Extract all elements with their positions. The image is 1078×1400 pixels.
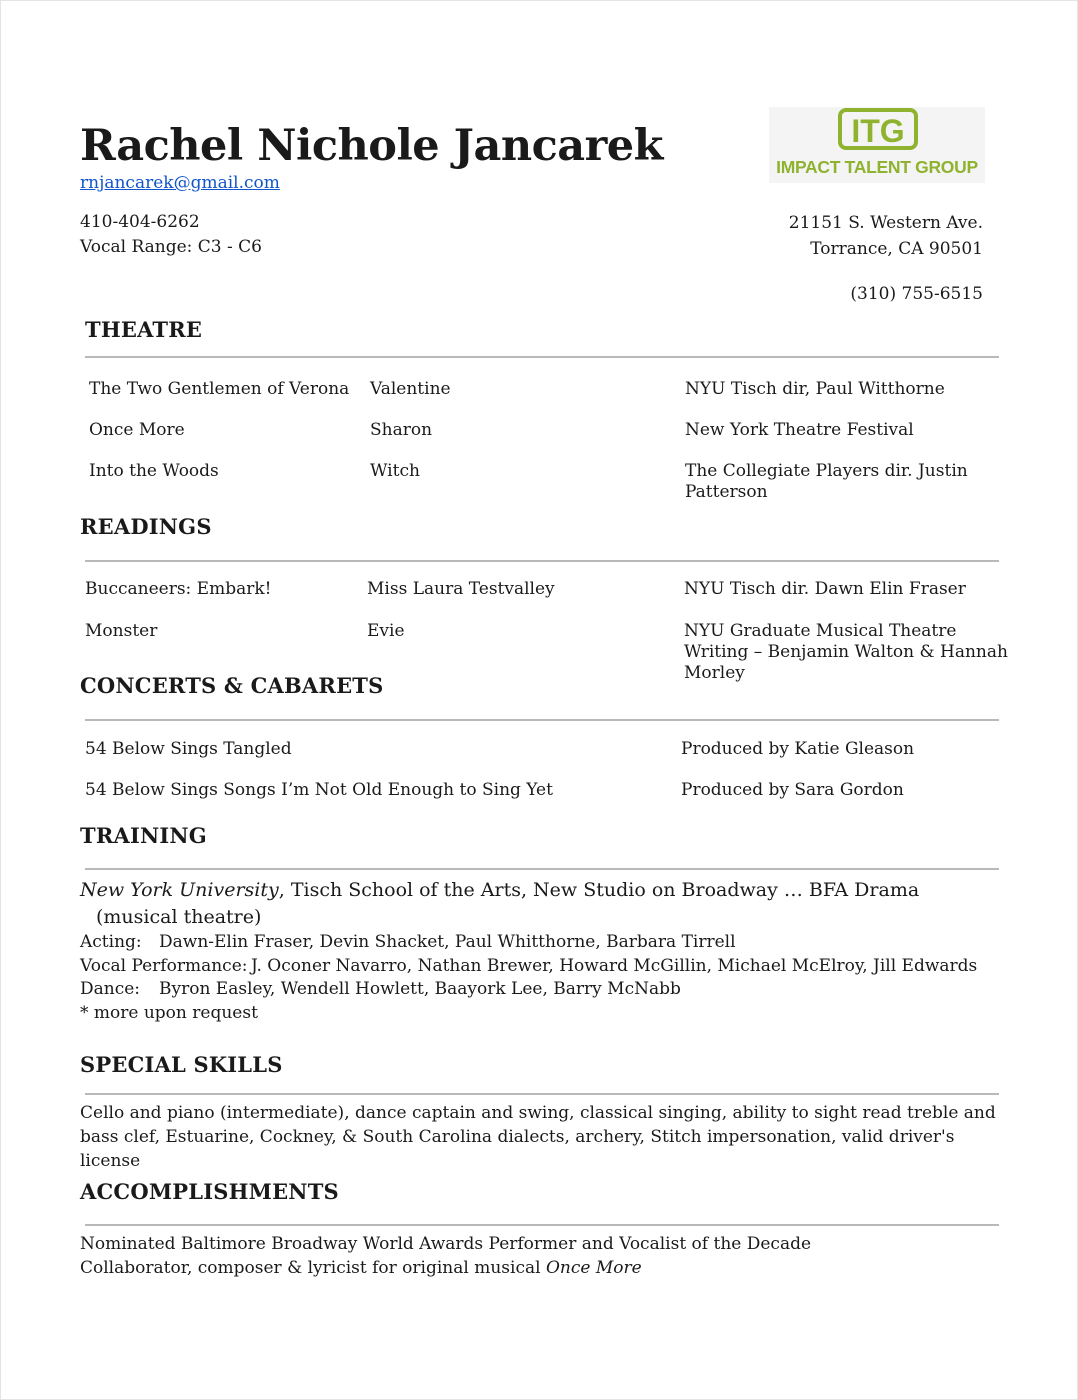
logo-agency-name: IMPACT TALENT GROUP (776, 157, 978, 177)
training-program-cont: (musical theatre) (96, 906, 262, 928)
email-link[interactable]: rnjancarek@gmail.com (80, 173, 280, 193)
school-name: New York University (80, 879, 279, 901)
reading-venue: NYU Graduate Musical Theatre Writing – Benjamin Walton & Hannah Morley (684, 621, 1008, 683)
reading-venue: NYU Tisch dir. Dawn Elin Fraser (684, 579, 966, 599)
theatre-venue: New York Theatre Festival (685, 420, 914, 440)
theatre-show: The Two Gentlemen of Verona (89, 379, 350, 399)
agency-logo (769, 107, 985, 183)
theatre-show: Once More (89, 420, 185, 440)
agency-address: 21151 S. Western Ave. Torrance, CA 90501 (788, 213, 983, 259)
training-block (80, 877, 1000, 1025)
skills-text: Cello and piano (intermediate), dance captain and swing, classical singing, ability to sight read treble and bass clef, Estuarine, Cockney, & South Carolina dialects, archery, Stitch impersonation, valid driver's license (80, 1103, 996, 1171)
accomplishment-item: Collaborator, composer & lyricist for original musical Once More (80, 1258, 642, 1278)
performer-name: Rachel Nichole Jancarek (80, 121, 663, 171)
theatre-role: Witch (370, 461, 420, 481)
reading-show: Monster (85, 621, 158, 641)
contact-block (80, 210, 262, 260)
training-vocal: Vocal Performance: J. Oconer Navarro, Nathan Brewer, Howard McGillin, Michael McElroy, Jill Edwards (80, 955, 978, 976)
theatre-venue: NYU Tisch dir, Paul Witthorne (685, 379, 945, 399)
section-title-readings: READINGS (80, 514, 212, 539)
training-dance: Dance: Byron Easley, Wendell Howlett, Baayork Lee, Barry McNabb (80, 979, 681, 999)
concert-show: 54 Below Sings Tangled (85, 739, 292, 759)
section-title-concerts: CONCERTS & CABARETS (80, 673, 384, 698)
divider (85, 560, 999, 562)
section-title-skills: SPECIAL SKILLS (80, 1052, 283, 1077)
training-note: * more upon request (80, 1002, 258, 1023)
section-title-accomplishments: ACCOMPLISHMENTS (80, 1179, 339, 1204)
theatre-role: Sharon (370, 420, 433, 440)
accomplishment-item: Nominated Baltimore Broadway World Awards Performer and Vocalist of the Decade (80, 1234, 812, 1254)
section-title-training: TRAINING (80, 823, 207, 848)
section-title-theatre: THEATRE (85, 317, 203, 342)
training-school-line: New York University, Tisch School of the Arts, New Studio on Broadway … BFA Drama (80, 879, 920, 901)
accomplishments-list (80, 1232, 998, 1280)
theatre-venue: The Collegiate Players dir. Justin Patterson (685, 461, 968, 502)
divider (85, 1093, 999, 1095)
reading-role: Evie (367, 621, 405, 641)
theatre-show: Into the Woods (89, 461, 219, 481)
logo-letters: ITG (851, 113, 905, 149)
theatre-role: Valentine (370, 379, 451, 399)
concert-producer: Produced by Katie Gleason (681, 739, 915, 759)
concert-producer: Produced by Sara Gordon (681, 780, 904, 800)
divider (85, 719, 999, 721)
phone-number: 410-404-6262 (80, 212, 200, 232)
agency-phone: (310) 755-6515 (850, 284, 983, 304)
divider (85, 356, 999, 358)
vocal-range: Vocal Range: C3 - C6 (80, 237, 262, 257)
concert-show: 54 Below Sings Songs I’m Not Old Enough to Sing Yet (85, 780, 553, 800)
reading-role: Miss Laura Testvalley (367, 579, 555, 599)
divider (85, 868, 999, 870)
reading-show: Buccaneers: Embark! (85, 579, 272, 599)
training-acting: Acting: Dawn-Elin Fraser, Devin Shacket, Paul Whitthorne, Barbara Tirrell (80, 932, 736, 952)
divider (85, 1224, 999, 1226)
